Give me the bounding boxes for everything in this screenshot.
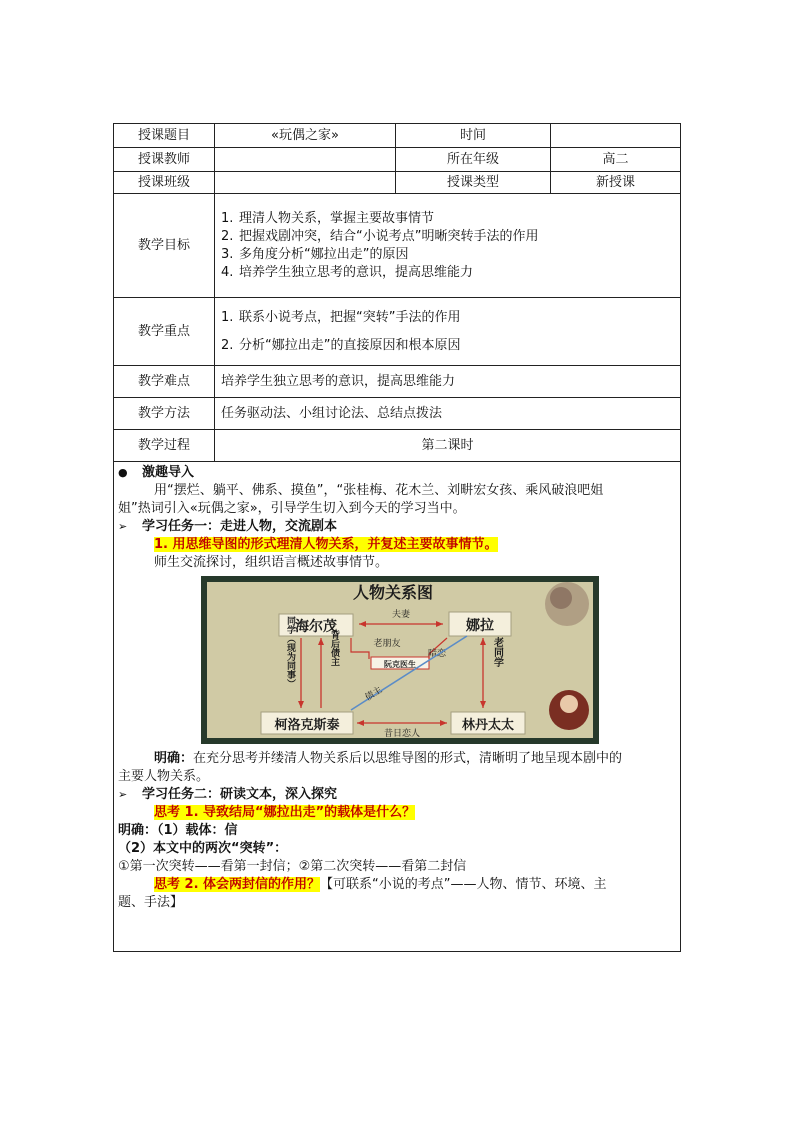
difficulty-label: 教学难点: [114, 366, 215, 398]
rose-center-icon: [550, 587, 572, 609]
edge-husband-wife-label: 夫妻: [391, 610, 411, 620]
row-key-points: [114, 298, 681, 366]
type-label: 授课类型: [396, 172, 551, 194]
bullet-icon: ●: [118, 466, 128, 479]
teacher-value: [215, 148, 396, 172]
task1-heading: ➢ 学习任务一：走进人物，交流剧本: [118, 519, 338, 534]
difficulty-value: 培养学生独立思考的意识，提高思维能力: [215, 366, 681, 398]
class-value: [215, 172, 396, 194]
edge-classmate-label: 同学（现为同事）: [285, 616, 295, 688]
twists: ①第一次突转——看第一封信；②第二次突转——看第二封信: [118, 859, 467, 874]
time-value: [551, 124, 681, 148]
clarify2: 明确：（1）载体：信: [118, 823, 238, 838]
method-label: 教学方法: [114, 398, 215, 430]
intro-heading: ● 激趣导入: [118, 465, 195, 480]
task2-heading: ➢ 学习任务二：研读文本，深入探究: [118, 787, 338, 802]
goal-item: 1. 理清人物关系，掌握主要故事情节: [221, 210, 435, 226]
teacher-label: 授课教师: [114, 148, 215, 172]
portrait-face-icon: [560, 695, 578, 713]
row-difficulty: [114, 366, 681, 398]
key-point-item: 2. 分析“娜拉出走”的直接原因和根本原因: [221, 337, 461, 353]
node-rank-label: 阮克医生: [384, 660, 416, 669]
edge-creditor-label: 债主: [363, 685, 385, 704]
edge-old-friend-label: 老朋友: [373, 639, 401, 649]
process-value: 第二课时: [215, 430, 681, 462]
row-teacher: [114, 148, 681, 172]
goal-item: 4. 培养学生独立思考的意识，提高思维能力: [221, 264, 474, 280]
row-process: [114, 430, 681, 462]
task1-note: 师生交流探讨，组织语言概述故事情节。: [154, 555, 389, 570]
class-label: 授课班级: [114, 172, 215, 194]
key-points-list: [215, 298, 681, 366]
think2-line-1: 思考 2. 体会两封信的作用？【可联系“小说的考点”——人物、情节、环境、主: [154, 877, 607, 892]
think2-line-2: 题、手法】: [118, 895, 184, 910]
edge-old-classmate-label: 老同学: [491, 637, 503, 667]
time-label: 时间: [396, 124, 551, 148]
process-body: [114, 462, 681, 952]
type-value: 新授课: [551, 172, 681, 194]
edge-old-lover-label: 昔日恋人: [383, 729, 421, 739]
node-helmer-label: 海尔茂: [295, 619, 337, 635]
goal-item: 3. 多角度分析“娜拉出走”的原因: [221, 246, 409, 262]
arrow-bullet-icon: ➢: [118, 788, 128, 801]
edge-secret-love-label: 暗恋: [427, 649, 447, 659]
goals-label: 教学目标: [114, 194, 215, 298]
topic-label: 授课题目: [114, 124, 215, 148]
node-nora-label: 娜拉: [466, 618, 494, 634]
intro-line-2: 姐”热词引入«玩偶之家»，引导学生切入到今天的学习当中。: [118, 501, 466, 516]
relationship-diagram-svg: [201, 576, 599, 744]
clarify1-line-1: 明确：在充分思考并缕清人物关系后以思维导图的形式，清晰明了地呈现本剧中的: [154, 751, 623, 766]
key-point-item: 1. 联系小说考点，把握“突转”手法的作用: [221, 309, 461, 325]
node-linde-label: 林丹太太: [461, 718, 515, 733]
method-value: 任务驱动法、小组讨论法、总结点拨法: [215, 398, 681, 430]
row-goals: [114, 194, 681, 298]
arrow-bullet-icon: ➢: [118, 520, 128, 533]
twists-title: （2）本文中的两次“突转”：: [118, 841, 288, 856]
lesson-plan: [113, 123, 680, 952]
row-topic: [114, 124, 681, 148]
edge-behind-master-label: 背后债主: [329, 630, 339, 666]
process-label: 教学过程: [114, 430, 215, 462]
goals-list: [215, 194, 681, 298]
row-method: [114, 398, 681, 430]
grade-label: 所在年级: [396, 148, 551, 172]
row-class: [114, 172, 681, 194]
clarify1-line-2: 主要人物关系。: [118, 769, 210, 784]
grade-value: 高二: [551, 148, 681, 172]
think1-question: 思考 1. 导致结局“娜拉出走”的载体是什么？: [154, 805, 416, 820]
task1-question: 1. 用思维导图的形式理清人物关系，并复述主要故事情节。: [154, 537, 498, 552]
intro-line-1: 用“摆烂、躺平、佛系、摸鱼”，“张桂梅、花木兰、刘畊宏女孩、乘风破浪吧姐: [154, 483, 604, 498]
diagram-title: 人物关系图: [352, 583, 434, 602]
key-points-label: 教学重点: [114, 298, 215, 366]
topic-value: «玩偶之家»: [215, 124, 396, 148]
row-process-body: [114, 462, 681, 952]
relationship-diagram: [201, 576, 599, 744]
lesson-plan-table: [113, 123, 681, 952]
goal-item: 2. 把握戏剧冲突，结合“小说考点”明晰突转手法的作用: [221, 228, 539, 244]
node-krogstad-label: 柯洛克斯泰: [274, 718, 340, 733]
